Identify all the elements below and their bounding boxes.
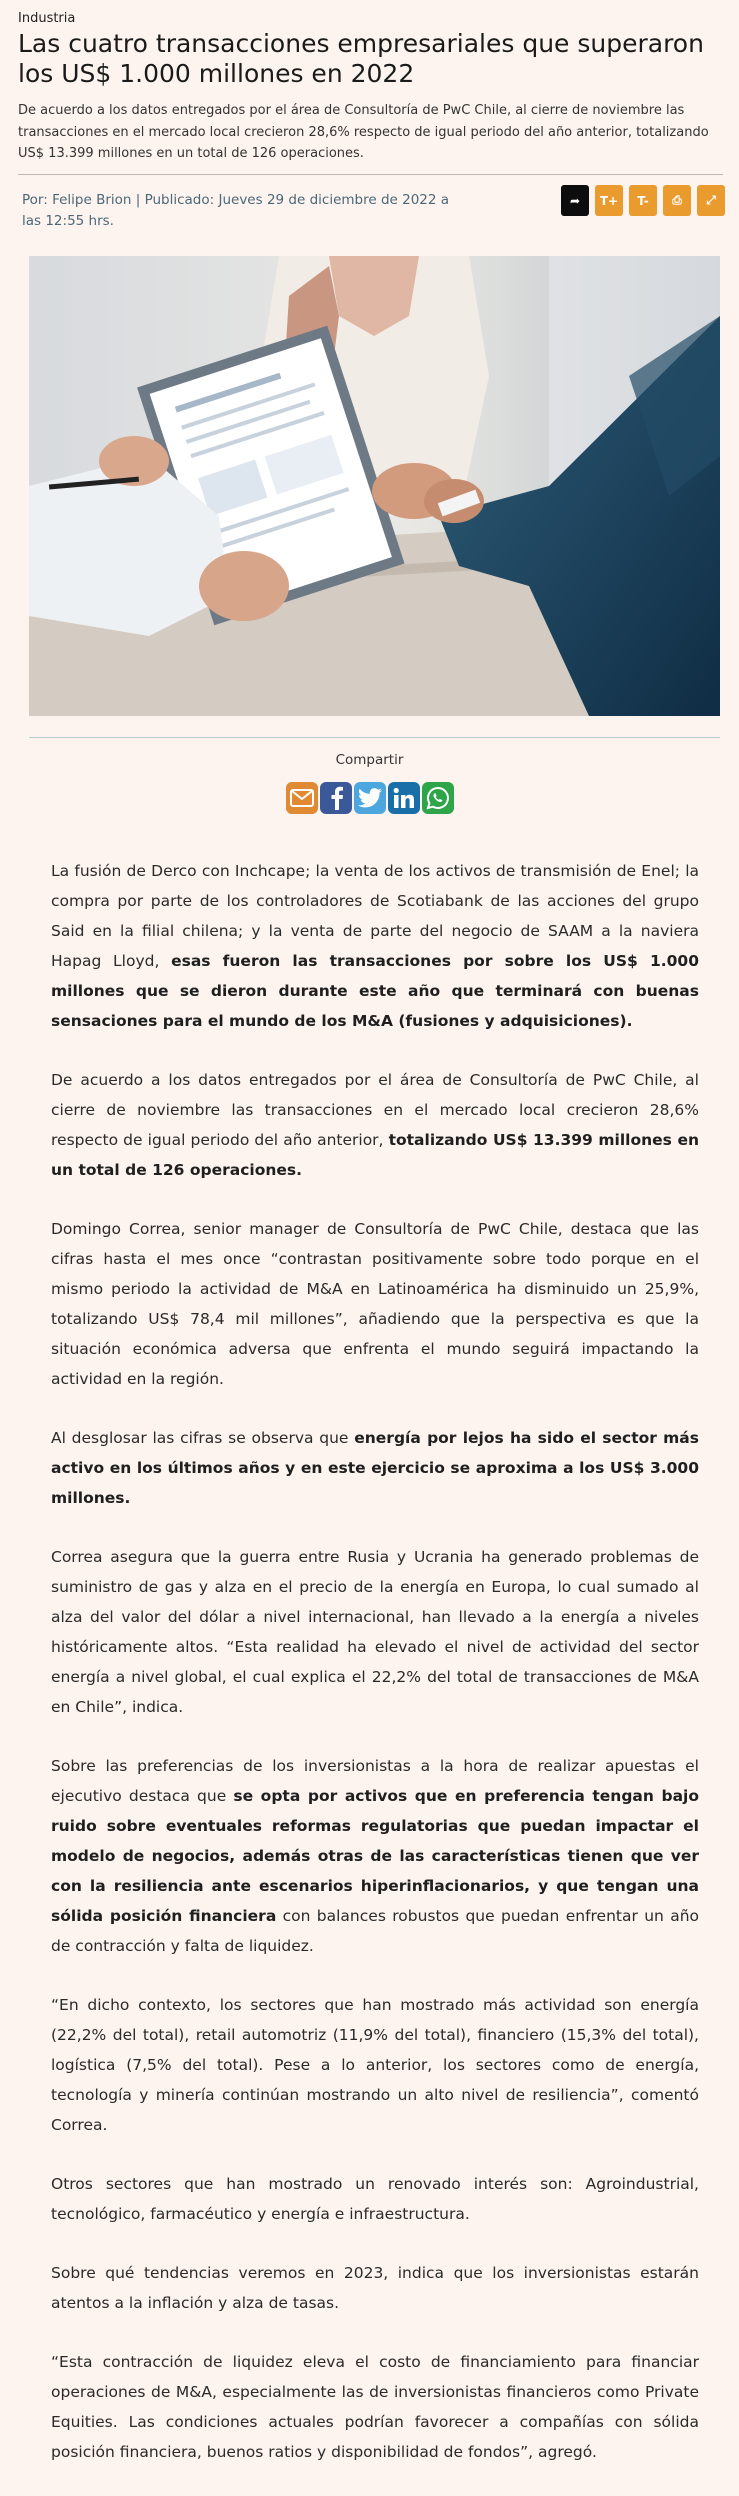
article-paragraph [51,1423,699,1513]
paragraph-highlight: se opta por activos que en preferencia tengan bajo ruido sobre eventuales reformas regulatorias que puedan impactar el modelo de negocios, además otras de las características tienen que ver con la resiliencia ante escenarios hiperinflacionarios, y que tengan una sólida posición financiera [51,1787,700,1925]
facebook-icon[interactable] [320,782,352,814]
article-paragraph [51,1065,699,1185]
share-divider [29,737,720,738]
linkedin-icon[interactable] [388,782,420,814]
share-label: Compartir [335,752,404,768]
article-title: Las cuatro transacciones empresariales que superaron los US$ 1.000 millones en 2022 [18,29,704,88]
paragraph-text: con balances robustos que puedan enfrentar un año de contracción y falta de liquidez. [51,1907,699,1955]
article-toolbar [561,185,725,216]
article-paragraph [51,856,699,1036]
share-icons [0,782,739,814]
handshake-photo [29,256,720,716]
paragraph-text: De acuerdo a los datos entregados por el área de Consultoría de PwC Chile, al cierre de noviembre las transacciones en el mercado local crecieron 28,6% respecto de igual periodo del año anterior, [51,1071,699,1149]
email-icon[interactable] [286,782,318,814]
article-lead: De acuerdo a los datos entregados por el área de Consultoría de PwC Chile, al cierre de noviembre las transacciones en el mercado local crecieron 28,6% respecto de igual periodo del año anterior, totalizando US$ 13.399 millones en un total de 126 operaciones. [18,103,709,161]
article-paragraph: Otros sectores que han mostrado un renovado interés son: Agroindustrial, tecnológico, farmacéutico y energía e infraestructura. [51,2175,699,2223]
section-label[interactable]: Industria [18,11,76,26]
paragraph-text: Sobre las preferencias de los inversionistas a la hora de realizar apuestas el ejecutivo destaca que [51,1757,699,1805]
paragraph-text: La fusión de Derco con Inchcape; la venta de los activos de transmisión de Enel; la compra por parte de los controladores de Scotiabank de las acciones del grupo Said en la filial chilena; y la venta de parte del negocio de SAAM a la naviera Hapag Lloyd, [51,862,699,970]
print-button[interactable]: ⎙ [663,185,691,216]
article-body [51,856,699,2496]
twitter-icon[interactable] [354,782,386,814]
article-photo [29,256,720,716]
font-decrease-button[interactable]: T- [629,185,657,216]
article-paragraph [51,1751,699,1961]
article-paragraph: Sobre qué tendencias veremos en 2023, indica que los inversionistas estarán atentos a la inflación y alza de tasas. [51,2264,699,2312]
article-paragraph: Domingo Correa, senior manager de Consultoría de PwC Chile, destaca que las cifras hasta el mes once “contrastan positivamente sobre todo porque en el mismo periodo la actividad de M&A en Latinoamérica ha disminuido un 25,9%, totalizando US$ 78,4 mil millones”, añadiendo que la perspectiva es que la situación económica adversa que enfrenta el mundo seguirá impactando la actividad en la región. [51,1220,699,1388]
whatsapp-icon[interactable] [422,782,454,814]
divider [18,174,723,175]
paragraph-highlight: energía por lejos ha sido el sector más activo en los últimos años y en este ejercicio se aproxima a los US$ 3.000 millones. [51,1429,699,1507]
font-increase-button[interactable]: T+ [595,185,623,216]
article-byline: Por: Felipe Brion | Publicado: Jueves 29 de diciembre de 2022 a las 12:55 hrs. [22,192,450,229]
article-paragraph: “Esta contracción de liquidez eleva el costo de financiamiento para financiar operaciones de M&A, especialmente las de inversionistas financieros como Private Equities. Las condiciones actuales podrían favorecer a compañías con sólida posición financiera, buenos ratios y disponibilidad de fondos”, agregó. [51,2353,699,2461]
article-paragraph: “En dicho contexto, los sectores que han mostrado más actividad son energía (22,2% del total), retail automotriz (11,9% del total), financiero (15,3% del total), logística (7,5% del total). Pese a lo anterior, los sectores como de energía, tecnología y minería continúan mostrando un alto nivel de resiliencia”, comentó Correa. [51,1996,699,2134]
fullscreen-button[interactable]: ⤢ [697,185,725,216]
paragraph-text: Al desglosar las cifras se observa que [51,1429,355,1447]
paragraph-highlight: totalizando US$ 13.399 millones en un total de 126 operaciones. [51,1131,700,1179]
share-arrow-button[interactable]: ➦ [561,185,589,216]
article-paragraph: Correa asegura que la guerra entre Rusia y Ucrania ha generado problemas de suministro de gas y alza en el precio de la energía en Europa, lo cual sumado al alza del valor del dólar a nivel internacional, han llevado a la energía a niveles históricamente altos. “Esta realidad ha elevado el nivel de actividad del sector energía a nivel global, el cual explica el 22,2% del total de transacciones de M&A en Chile”, indica. [51,1548,699,1716]
paragraph-highlight: esas fueron las transacciones por sobre los US$ 1.000 millones que se dieron durante este año que terminará con buenas sensaciones para el mundo de los M&A (fusiones y adquisiciones). [51,952,699,1030]
